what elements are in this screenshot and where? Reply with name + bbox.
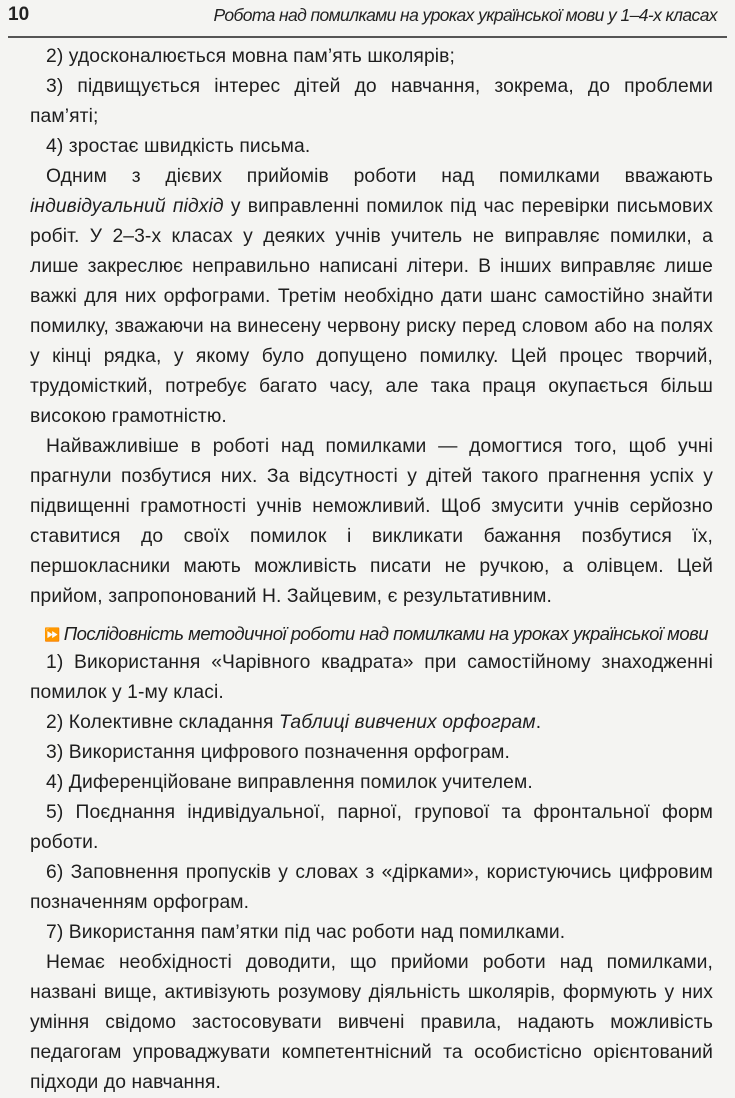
step-item: 5) Поєднання індивідуальної, парної, групової та фронтальної форм роботи.: [30, 802, 713, 853]
text-run: .: [535, 712, 542, 733]
list-item: 3) підвищується інтерес дітей до навчання, зокрема, до проблеми пам’яті;: [30, 76, 713, 127]
running-title: Робота над помилками на уроках української мови у 1–4-х класах: [213, 5, 717, 25]
step-item: [30, 708, 713, 738]
paragraph-individual-approach: [30, 162, 713, 432]
double-arrow-icon: ⏩: [44, 627, 60, 642]
text-run: у виправленні помилок під час перевірки письмових робіт. У 2–3-х класах у деяких учнів учитель не виправляє помилки, а лише закреслює неправильно написані літери. В інших виправляє лише важкі для них орфограми. Третім необхідно дати шанс самостійно знайти помилку, зважаючи на винесену червону риску перед словом або на полях у кінці рядка, у якому було допущено помилку. Цей процес творчий, трудомісткий, потребує багато часу, але така праця окупається більш високою грамотністю.: [30, 196, 713, 427]
section-heading-text: Послідовність методичної роботи над помилками на уроках української мови: [63, 623, 709, 644]
emphasis: індивідуальний підхід: [30, 196, 224, 217]
step-item: 1) Використання «Чарівного квадрата» при самостійному знаходженні помилок у 1-му класі.: [30, 652, 713, 703]
step-item: 3) Використання цифрового позначення орфограм.: [46, 742, 510, 763]
text-run: 2) Колективне складання: [46, 712, 279, 733]
list-item: 2) удосконалюється мовна пам’ять школярів;: [46, 46, 455, 67]
paragraph-most-important: Найважливіше в роботі над помилками — домогтися того, щоб учні прагнули позбутися них. За відсутності у дітей такого прагнення успіх у підвищенні грамотності учнів неможливий. Щоб змусити учнів серйозно ставитися до своїх помилок і викликати бажання позбутися їх, першокласники мають можливість писати не ручкою, а олівцем. Цей прийом, запропонований Н. Зайцевим, є результативним.: [30, 436, 713, 607]
text-run: Одним з дієвих прийомів роботи над помилками вважають: [46, 166, 713, 187]
step-item: 7) Використання пам’ятки під час роботи над помилками.: [46, 922, 566, 943]
paragraph-conclusion: Немає необхідності доводити, що прийоми роботи над помилками, названі вище, активізують розумову діяльність школярів, формують у них уміння свідомо застосовувати вивчені правила, надають можливість педагогам упроваджувати компетентнісний та особистісно орієнтований підходи до навчання.: [30, 952, 713, 1093]
page-number: 10: [8, 4, 30, 25]
section-heading: [30, 620, 713, 648]
step-item: 6) Заповнення пропусків у словах з «дірками», користуючись цифровим позначенням орфограм.: [30, 862, 713, 913]
page-header: [0, 0, 735, 38]
step-item: 4) Диференційоване виправлення помилок учителем.: [46, 772, 533, 793]
emphasis: Таблиці вивчених орфограм: [278, 712, 536, 733]
list-item: 4) зростає швидкість письма.: [46, 136, 311, 157]
page-body: [30, 42, 713, 1098]
header-divider: [8, 36, 727, 38]
